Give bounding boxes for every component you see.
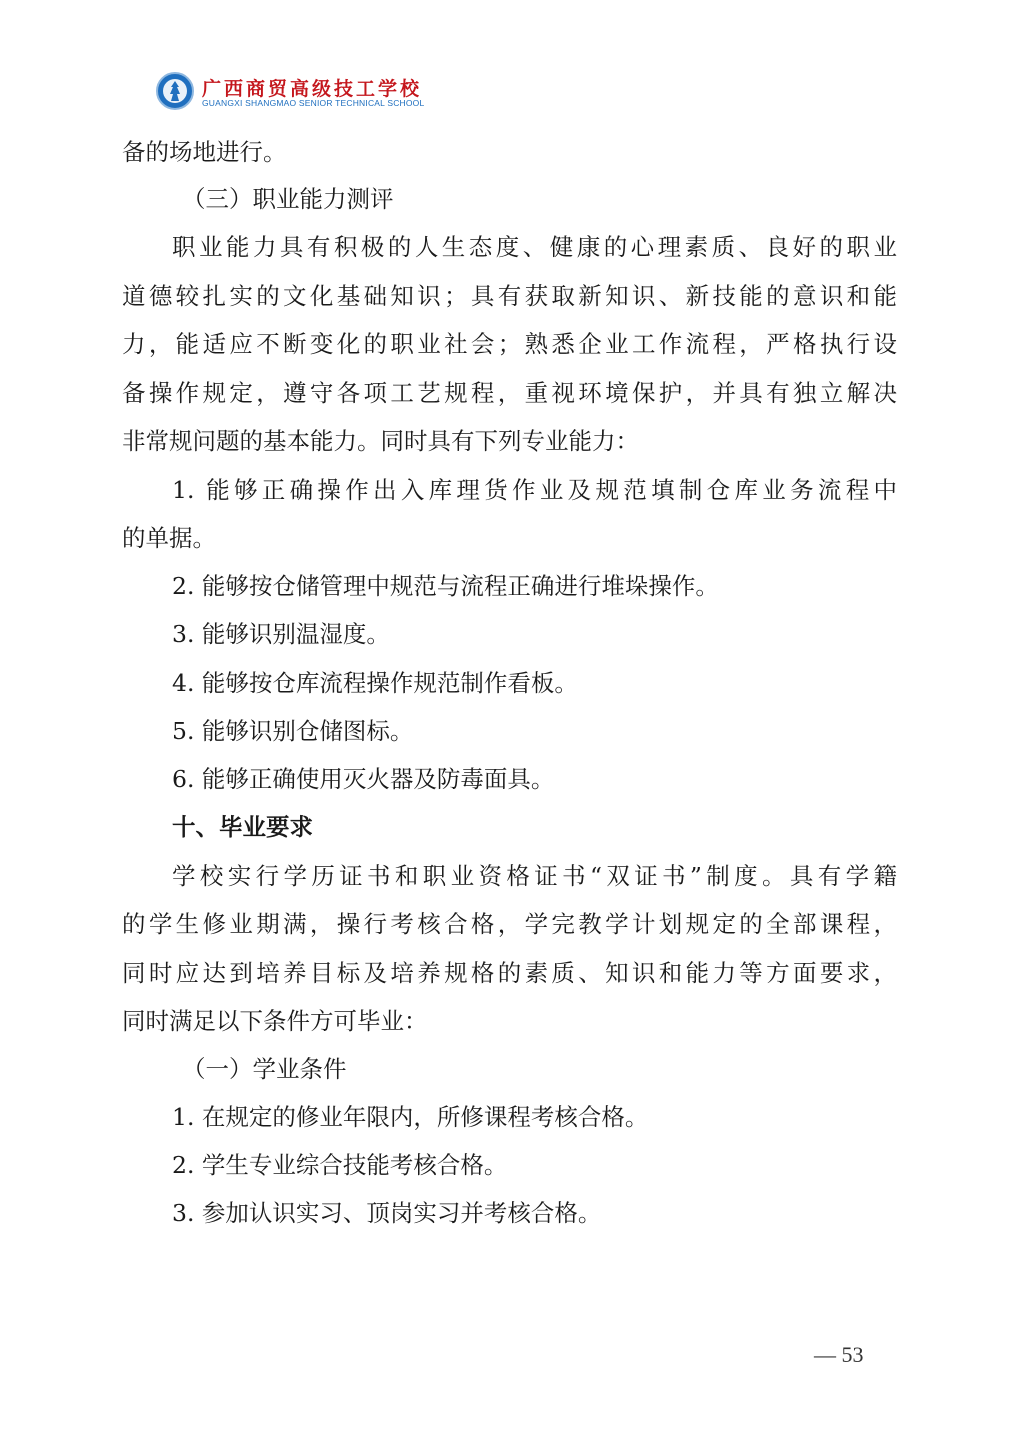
school-logo-icon (156, 72, 194, 110)
page-number: — 53 (814, 1342, 864, 1367)
list-item: 4. 能够按仓库流程操作规范制作看板。 (172, 669, 578, 697)
text-line: 同时应达到培养目标及培养规格的素质、知识和能力等方面要求， (122, 959, 897, 987)
chapter-heading: 十、毕业要求 (172, 813, 313, 841)
list-item: 6. 能够正确使用灭火器及防毒面具。 (172, 765, 555, 793)
section-heading-1: （一）学业条件 (182, 1055, 347, 1083)
list-item: 2. 学生专业综合技能考核合格。 (172, 1151, 508, 1179)
text-line: 学校实行学历证书和职业资格证书“双证书”制度。具有学籍 (172, 862, 897, 890)
list-item: 1. 在规定的修业年限内，所修课程考核合格。 (172, 1103, 649, 1131)
text-line: 备操作规定，遵守各项工艺规程，重视环境保护，并具有独立解决 (122, 379, 897, 407)
text-line: 同时满足以下条件方可毕业： (122, 1007, 428, 1035)
school-name-cn: 广西商贸高级技工学校 (202, 78, 423, 100)
list-item: 1. 能够正确操作出入库理货作业及规范填制仓库业务流程中 (172, 476, 897, 504)
section-heading-3: （三）职业能力测评 (182, 185, 394, 213)
text-line: 非常规问题的基本能力。同时具有下列专业能力： (122, 427, 639, 455)
text-line: 职业能力具有积极的人生态度、健康的心理素质、良好的职业 (172, 233, 897, 261)
school-name-en: GUANGXI SHANGMAO SENIOR TECHNICAL SCHOOL (202, 98, 425, 108)
list-item: 3. 能够识别温湿度。 (172, 620, 390, 648)
text-line: 道德较扎实的文化基础知识；具有获取新知识、新技能的意识和能 (122, 282, 897, 310)
text-line: 的单据。 (122, 524, 216, 552)
text-line: 的学生修业期满，操行考核合格，学完教学计划规定的全部课程， (122, 910, 897, 938)
text-line: 力，能适应不断变化的职业社会；熟悉企业工作流程，严格执行设 (122, 330, 897, 358)
list-item: 5. 能够识别仓储图标。 (172, 717, 414, 745)
list-item: 2. 能够按仓储管理中规范与流程正确进行堆垛操作。 (172, 572, 719, 600)
list-item: 3. 参加认识实习、顶岗实习并考核合格。 (172, 1199, 602, 1227)
text-line: 备的场地进行。 (122, 138, 287, 166)
